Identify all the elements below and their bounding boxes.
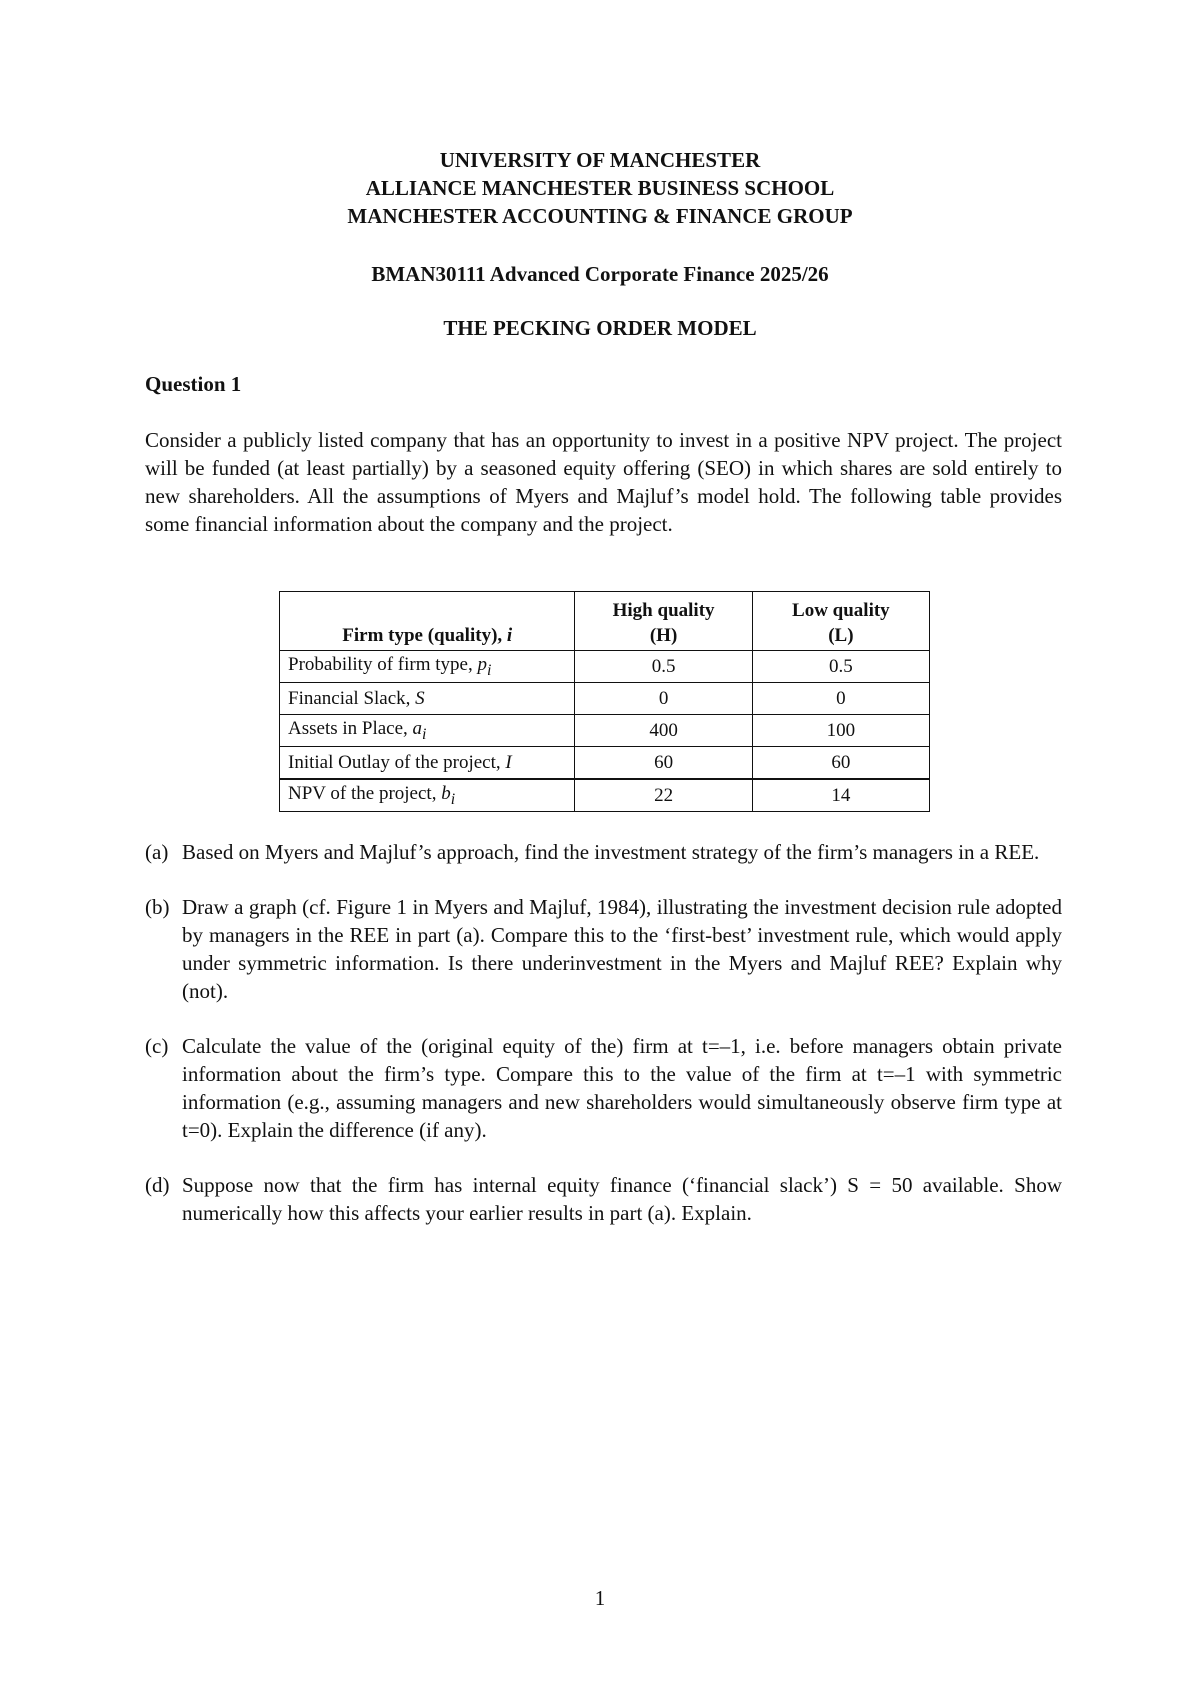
financial-info-table [279, 591, 930, 812]
question-title: Question 1 [145, 372, 242, 396]
header-low-quality: Low quality (L) [752, 592, 929, 651]
cell-high: 60 [575, 747, 752, 780]
cell-low: 0 [752, 683, 929, 715]
part-a [145, 838, 1062, 866]
cell-low: 14 [752, 779, 929, 812]
header-firm-type: Firm type (quality), i [280, 592, 575, 651]
intro-paragraph: Consider a publicly listed company that has an opportunity to invest in a positive NPV project. The project will be funded (at least partially) by a seasoned equity offering (SEO) in which shares are sold entirely to new shareholders. All the assumptions of Myers and Majluf’s model hold. The following table provides some financial information about the company and the project. [145, 428, 1062, 536]
part-text: Calculate the value of the (original equity of the) firm at t=–1, i.e. before managers obtain private information about the firm’s type. Compare this to the value of the firm at t=–1 with symmetric information (e.g., assuming managers and new shareholders would simultaneously observe firm type at t=0). Explain the difference (if any). [182, 1034, 1062, 1142]
cell-high: 400 [575, 715, 752, 747]
institution-header [0, 146, 1200, 230]
row-label: Initial Outlay of the project, I [280, 747, 575, 780]
cell-high: 22 [575, 779, 752, 812]
page-number: 1 [594, 1586, 606, 1610]
part-text: Draw a graph (cf. Figure 1 in Myers and Majluf, 1984), illustrating the investment decision rule adopted by managers in the REE in part (a). Compare this to the ‘first-best’ investment rule, which would apply under symmetric information. Is there underinvestment in the Myers and Majluf REE? Explain why (not). [182, 895, 1062, 1003]
cell-low: 0.5 [752, 651, 929, 683]
row-label: Financial Slack, S [280, 683, 575, 715]
header-group: MANCHESTER ACCOUNTING & FINANCE GROUP [347, 204, 853, 228]
row-label: NPV of the project, $b_i$ [280, 779, 575, 812]
table-row [280, 715, 930, 747]
part-d [145, 1171, 1062, 1227]
part-text: Based on Myers and Majluf’s approach, find the investment strategy of the firm’s managers in a REE. [182, 840, 1040, 864]
table-row [280, 747, 930, 780]
table-row [280, 651, 930, 683]
row-label: Probability of firm type, $p_i$ [280, 651, 575, 683]
table-row [280, 683, 930, 715]
header-university: UNIVERSITY OF MANCHESTER [439, 148, 761, 172]
part-c [145, 1032, 1062, 1144]
part-label: (a) [145, 840, 169, 864]
header-high-quality: High quality (H) [575, 592, 752, 651]
cell-low: 100 [752, 715, 929, 747]
part-label: (c) [145, 1034, 169, 1058]
part-label: (b) [145, 895, 170, 919]
part-b [145, 893, 1062, 1005]
cell-low: 60 [752, 747, 929, 780]
table-header-row [280, 592, 930, 651]
course-title: BMAN30111 Advanced Corporate Finance 2025/26 [371, 262, 829, 286]
part-label: (d) [145, 1173, 170, 1197]
question-parts [145, 838, 1062, 1254]
row-label: Assets in Place, $a_i$ [280, 715, 575, 747]
part-text: Suppose now that the firm has internal equity finance (‘financial slack’) S = 50 available. Show numerically how this affects your earlier results in part (a). Explain. [182, 1173, 1062, 1225]
cell-high: 0 [575, 683, 752, 715]
table-row [280, 779, 930, 812]
topic-title: THE PECKING ORDER MODEL [443, 316, 757, 340]
header-school: ALLIANCE MANCHESTER BUSINESS SCHOOL [365, 176, 835, 200]
cell-high: 0.5 [575, 651, 752, 683]
